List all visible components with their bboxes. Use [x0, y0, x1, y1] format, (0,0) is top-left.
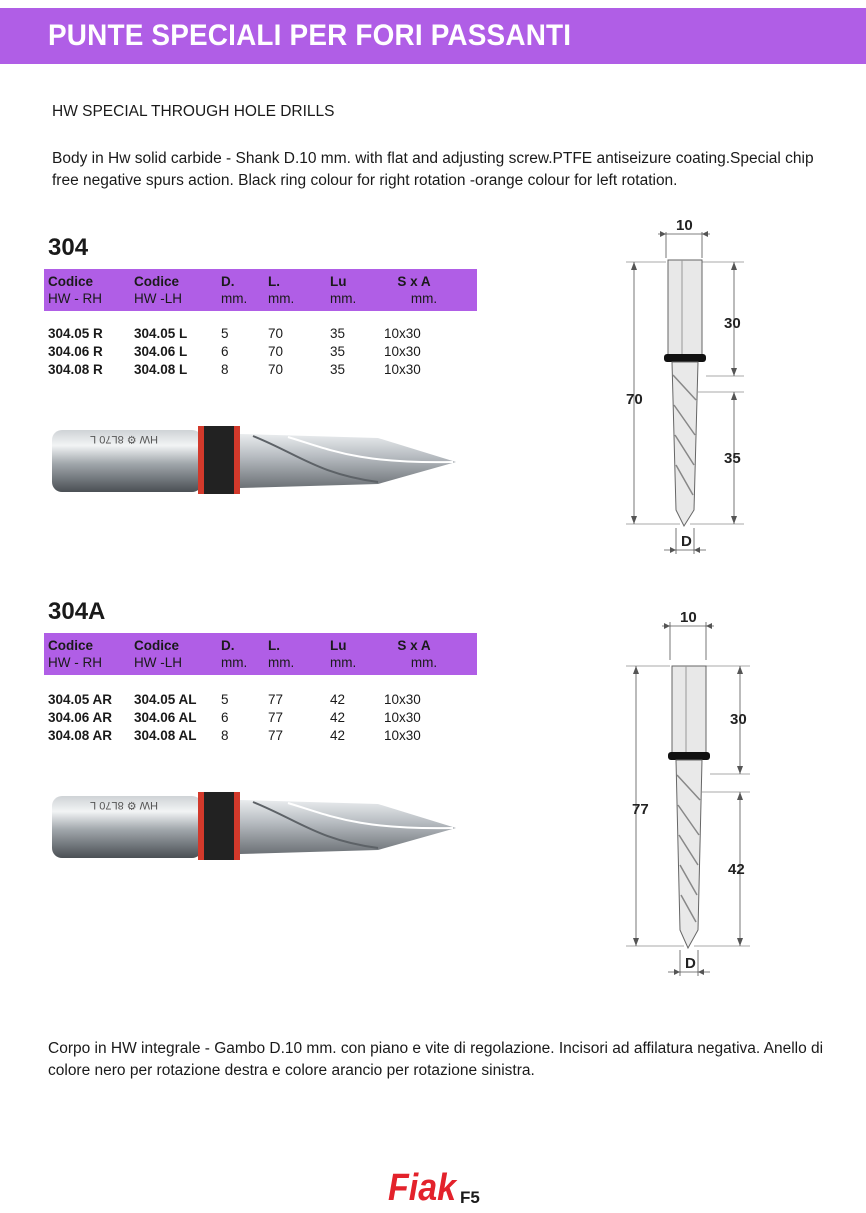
description-english: Body in Hw solid carbide - Shank D.10 mm. with flat and adjusting screw.PTFE antiseizure coating.Special chip free negative spurs action. Black ring colour for right rotation -orange colour for left rotation. — [52, 150, 814, 189]
shank-size: 10x30 — [384, 692, 421, 707]
dim-shank-length: 30 — [724, 315, 741, 332]
dimension-diagram-304 — [606, 210, 776, 566]
dim-shank-diameter: 10 — [680, 609, 697, 626]
dim-tip-diameter: D — [681, 533, 692, 550]
useful-length: 42 — [330, 710, 346, 725]
code-lh: 304.06 L — [134, 344, 188, 359]
code-lh: 304.08 L — [134, 362, 188, 377]
length: 70 — [268, 326, 284, 341]
useful-length: 35 — [330, 362, 346, 377]
drill-photo-304a — [48, 790, 468, 870]
subtitle: HW SPECIAL THROUGH HOLE DRILLS — [52, 103, 335, 120]
header-banner — [0, 8, 866, 64]
diameter: 8 — [221, 728, 229, 743]
col-header-code-rh: Codice HW - RH — [48, 638, 102, 670]
col-header-length: L. mm. — [268, 274, 295, 306]
col-header-useful-length: Lu mm. — [330, 638, 357, 670]
drill-engraving: HW ⚙ 8L70 L — [90, 433, 158, 445]
length: 70 — [268, 344, 284, 359]
code-rh: 304.05 R — [48, 326, 103, 341]
code-rh: 304.06 R — [48, 344, 103, 359]
dim-total-length: 70 — [626, 391, 643, 408]
col-header-diameter: D. mm. — [221, 638, 248, 670]
table-header-304 — [44, 269, 477, 311]
diameter: 6 — [221, 344, 229, 359]
col-header-code-rh: Codice HW - RH — [48, 274, 102, 306]
shank-size: 10x30 — [384, 362, 421, 377]
drill-engraving: HW ⚙ 8L70 L — [90, 799, 158, 811]
col-header-length: L. mm. — [268, 638, 295, 670]
table-row — [44, 362, 477, 380]
length: 77 — [268, 710, 284, 725]
dimension-diagram-304a — [606, 600, 776, 986]
col-header-diameter: D. mm. — [221, 274, 248, 306]
useful-length: 42 — [330, 728, 346, 743]
shank-size: 10x30 — [384, 326, 421, 341]
code-lh: 304.05 L — [134, 326, 188, 341]
dim-shank-length: 30 — [730, 711, 747, 728]
table-row — [44, 728, 477, 746]
shank-size: 10x30 — [384, 344, 421, 359]
useful-length: 35 — [330, 344, 346, 359]
length: 77 — [268, 728, 284, 743]
shank-size: 10x30 — [384, 710, 421, 725]
table-row — [44, 326, 477, 344]
code-rh: 304.05 AR — [48, 692, 113, 707]
page-title: PUNTE SPECIALI PER FORI PASSANTI — [48, 19, 572, 52]
useful-length: 42 — [330, 692, 346, 707]
dim-useful-length: 42 — [728, 861, 745, 878]
col-header-code-lh: Codice HW -LH — [134, 638, 182, 670]
diameter: 5 — [221, 326, 229, 341]
dim-tip-diameter: D — [685, 955, 696, 972]
table-header-304a — [44, 633, 477, 675]
col-header-code-lh: Codice HW -LH — [134, 274, 182, 306]
col-header-shank: S x A mm. — [397, 274, 438, 306]
table-row — [44, 710, 477, 728]
code-rh: 304.08 AR — [48, 728, 113, 743]
table-row — [44, 344, 477, 362]
length: 70 — [268, 362, 284, 377]
table-body-304a — [44, 692, 477, 746]
table-row — [44, 692, 477, 710]
code-lh: 304.08 AL — [134, 728, 197, 743]
diameter: 6 — [221, 710, 229, 725]
section-heading-304a: 304A — [48, 598, 106, 625]
fiak-logo — [388, 1160, 458, 1206]
shank-size: 10x30 — [384, 728, 421, 743]
code-rh: 304.06 AR — [48, 710, 113, 725]
col-header-useful-length: Lu mm. — [330, 274, 357, 306]
dim-useful-length: 35 — [724, 450, 741, 467]
dim-shank-diameter: 10 — [676, 217, 693, 234]
diameter: 8 — [221, 362, 229, 377]
page-number: F5 — [460, 1188, 480, 1207]
drill-photo-304 — [48, 424, 468, 504]
length: 77 — [268, 692, 284, 707]
dim-total-length: 77 — [632, 801, 649, 818]
col-header-shank: S x A mm. — [397, 638, 438, 670]
section-heading-304: 304 — [48, 234, 89, 261]
code-rh: 304.08 R — [48, 362, 103, 377]
code-lh: 304.05 AL — [134, 692, 197, 707]
useful-length: 35 — [330, 326, 346, 341]
logo-text: Fiak — [388, 1167, 458, 1206]
diameter: 5 — [221, 692, 229, 707]
description-italian: Corpo in HW integrale - Gambo D.10 mm. con piano e vite di regolazione. Incisori ad affilatura negativa. Anello di colore nero per rotazione destra e colore arancio per rotazione sinistra. — [48, 1040, 824, 1079]
code-lh: 304.06 AL — [134, 710, 197, 725]
table-body-304 — [44, 326, 477, 380]
